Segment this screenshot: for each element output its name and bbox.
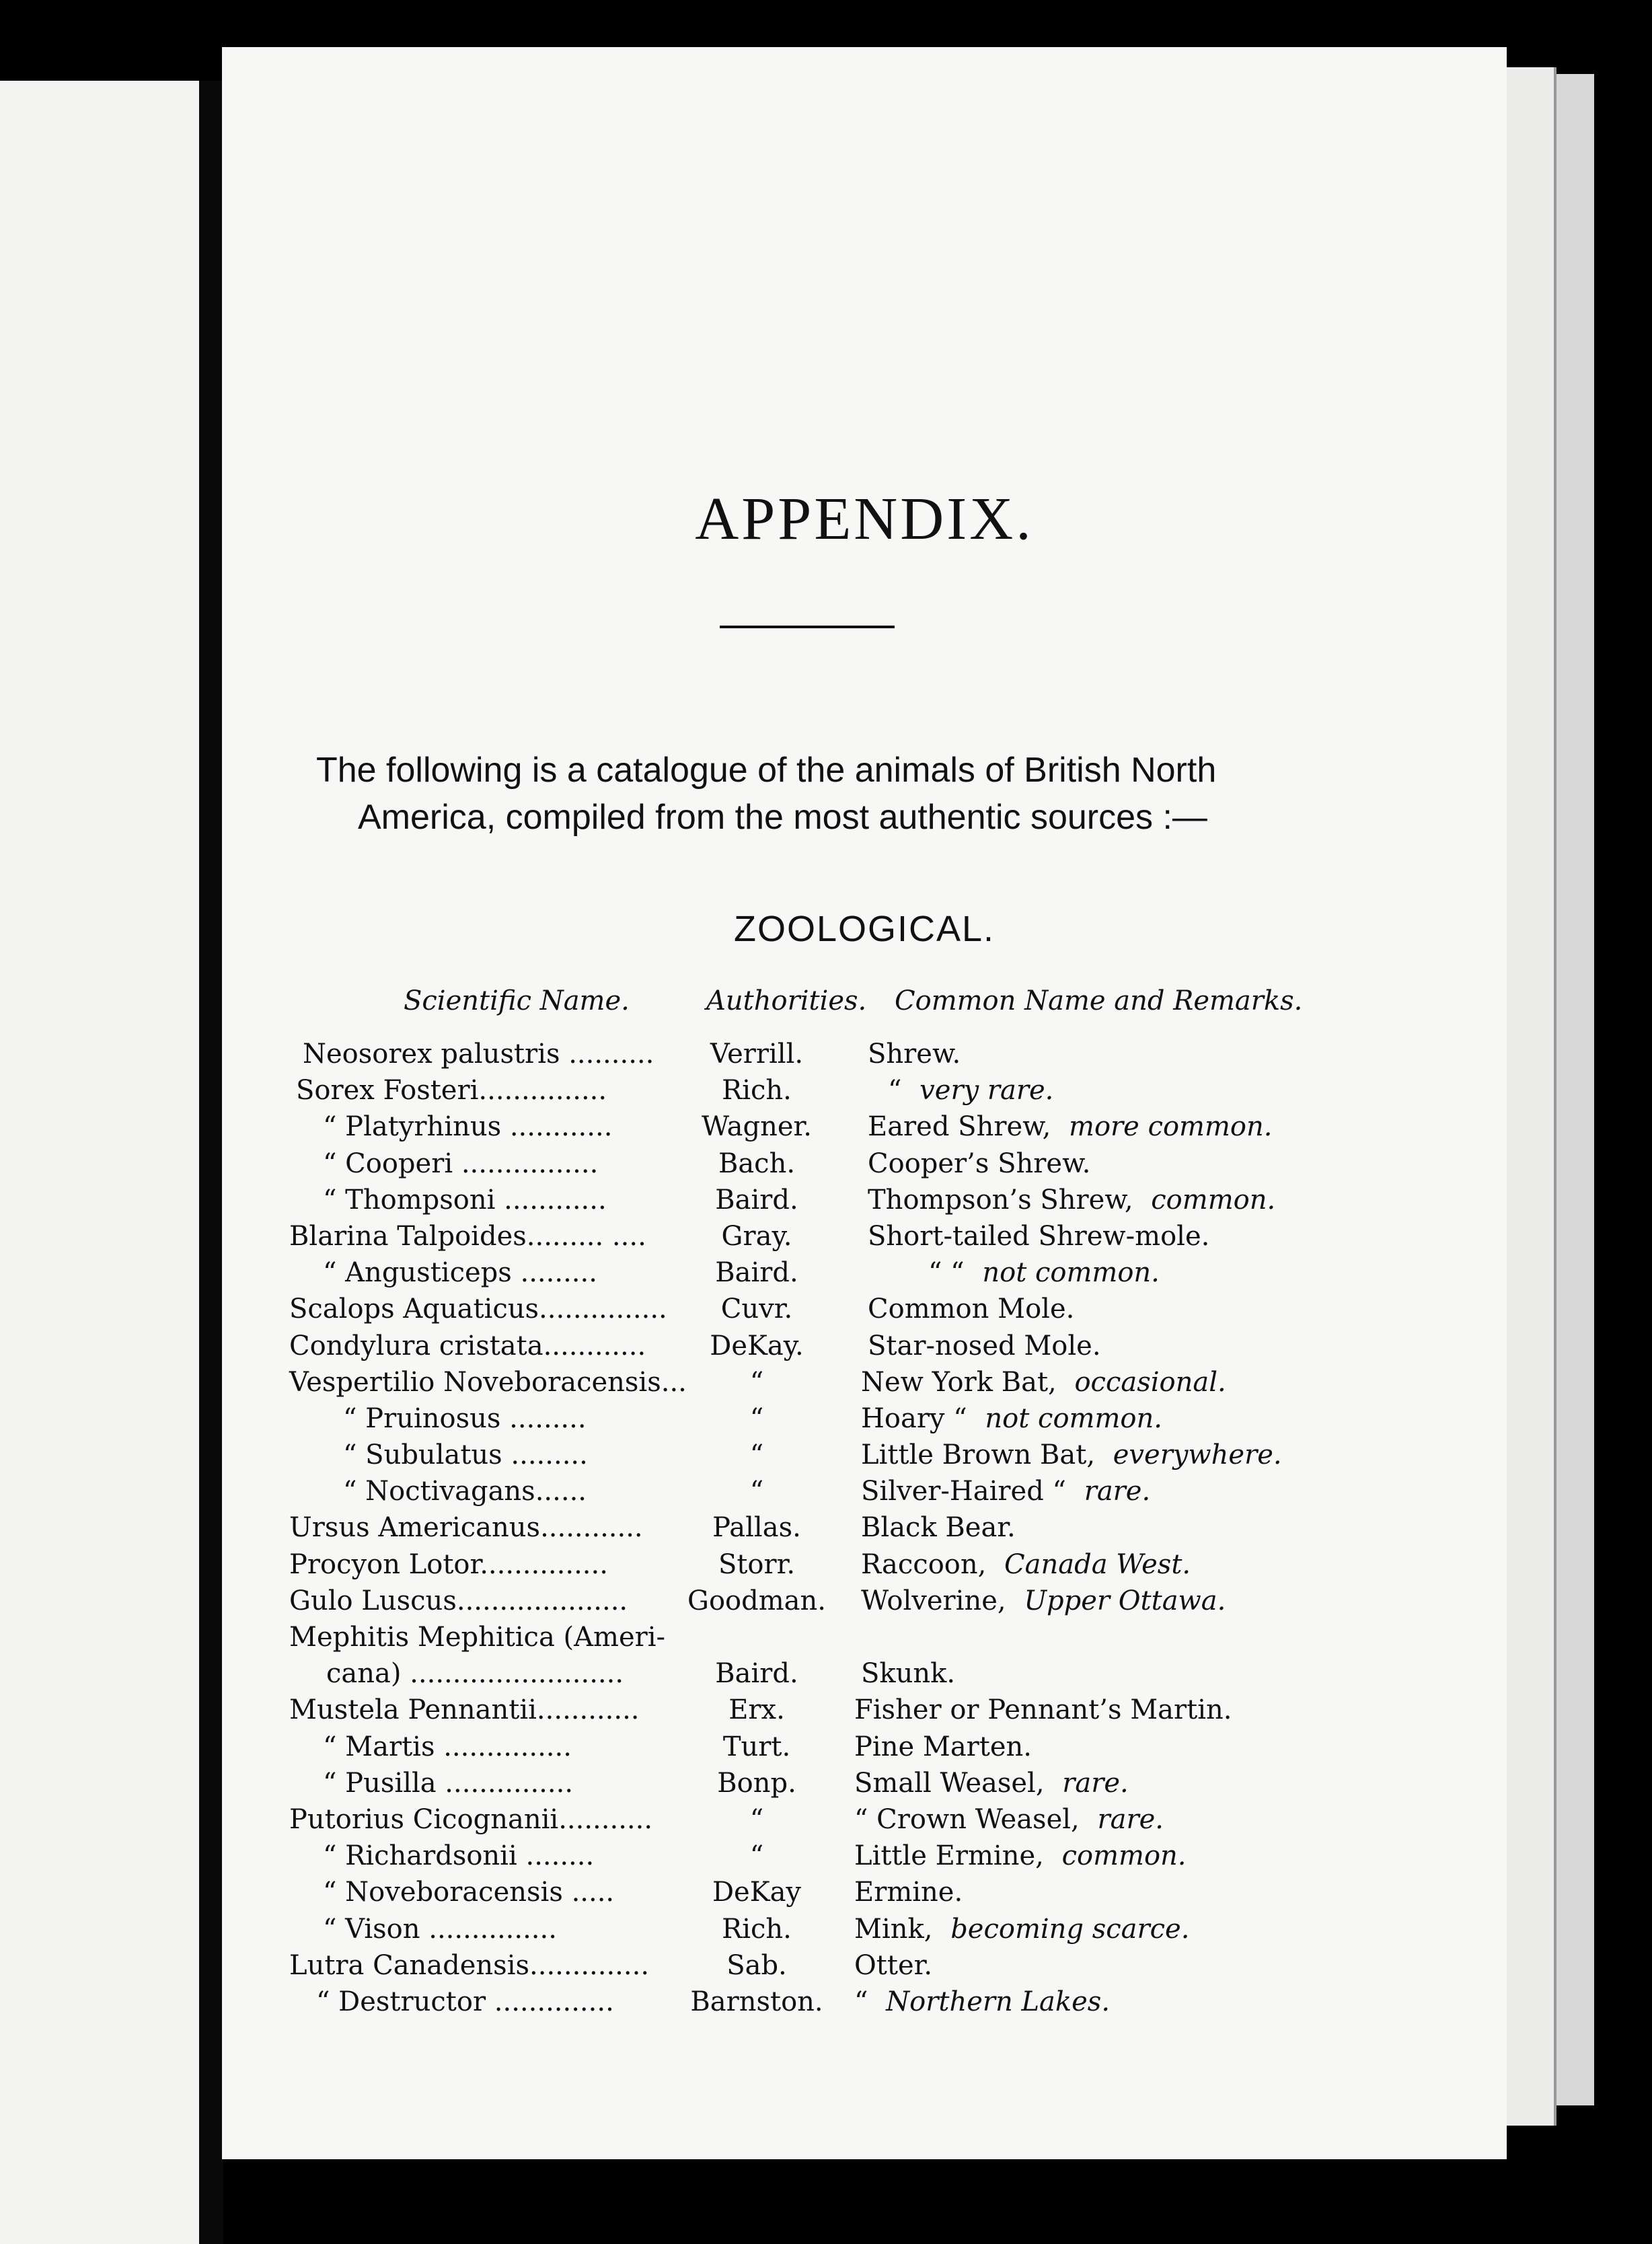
table-row	[289, 1947, 1473, 1984]
table-row	[289, 1874, 1473, 1910]
common-name: Common Mole.	[868, 1294, 1075, 1325]
authority: Wagner.	[702, 1111, 812, 1143]
scientific-name: “ Vison ...............	[323, 1913, 557, 1945]
scientific-name: Gulo Luscus....................	[289, 1585, 628, 1616]
column-header-scientific: Scientific Name.	[404, 985, 630, 1016]
authority: Storr.	[718, 1548, 796, 1580]
authority: Rich.	[722, 1913, 792, 1945]
common-name: “ “	[928, 1257, 965, 1289]
table-row	[289, 1364, 1473, 1400]
table-row	[289, 1146, 1473, 1182]
common-name: “	[888, 1075, 902, 1107]
remark: rare.	[1084, 1476, 1151, 1507]
scientific-name: Vespertilio Noveboracensis...	[289, 1366, 687, 1398]
authority: Bonp.	[717, 1767, 796, 1799]
scientific-name: Neosorex palustris ..........	[303, 1039, 654, 1070]
common-name-cell	[868, 1218, 1219, 1255]
common-name: Otter.	[854, 1949, 933, 1981]
authority: “	[749, 1402, 764, 1434]
intro-paragraph	[316, 747, 1433, 841]
common-name: Short-tailed Shrew-mole.	[868, 1220, 1210, 1252]
scientific-name: cana) .........................	[326, 1658, 624, 1690]
scientific-name: “ Platyrhinus ............	[323, 1111, 613, 1143]
table-row	[289, 1729, 1473, 1765]
remark: common.	[1061, 1840, 1187, 1872]
gutter-shadow	[199, 81, 223, 2244]
authority: Turt.	[722, 1731, 791, 1762]
scientific-name: Sorex Fosteri...............	[296, 1075, 607, 1107]
left-page-edge	[0, 81, 202, 2244]
authority: Bach.	[718, 1148, 796, 1179]
common-name-cell	[854, 1947, 942, 1984]
authority: Baird.	[715, 1184, 798, 1216]
common-name-cell	[888, 1072, 1053, 1109]
scientific-name: Scalops Aquaticus...............	[289, 1294, 667, 1325]
section-heading: ZOOLOGICAL.	[733, 909, 996, 949]
common-name: Silver-Haired “	[861, 1476, 1066, 1507]
common-name-cell	[854, 1692, 1241, 1728]
remark: Canada West.	[1004, 1548, 1191, 1580]
common-name-cell	[861, 1583, 1226, 1619]
authority: DeKay.	[710, 1330, 804, 1361]
remark: occasional.	[1074, 1366, 1226, 1398]
authority: Verrill.	[710, 1039, 804, 1070]
table-row	[289, 1036, 1473, 1072]
table-row	[289, 1765, 1473, 1801]
authority: Pallas.	[712, 1512, 801, 1544]
common-name-cell	[868, 1291, 1084, 1327]
common-name: Shrew.	[868, 1039, 961, 1070]
common-name-cell	[868, 1109, 1272, 1145]
authority: “	[749, 1439, 764, 1471]
common-name: Little Ermine,	[854, 1840, 1044, 1872]
table-row	[289, 1218, 1473, 1255]
scientific-name: Procyon Lotor...............	[289, 1548, 608, 1580]
table-row	[289, 1473, 1473, 1509]
authority: Gray.	[721, 1220, 792, 1252]
common-name: Little Brown Bat,	[861, 1439, 1096, 1471]
scientific-name: “ Noctivagans......	[343, 1476, 587, 1507]
table-row	[289, 1072, 1473, 1109]
authority: Baird.	[715, 1257, 798, 1289]
common-name-cell	[861, 1400, 1162, 1437]
common-name: Fisher or Pennant’s Martin.	[854, 1694, 1232, 1726]
common-name: Eared Shrew,	[868, 1111, 1051, 1143]
table-row	[289, 1291, 1473, 1327]
authority: “	[749, 1476, 764, 1507]
catalogue-table	[289, 1036, 1473, 2020]
book-page	[222, 47, 1507, 2159]
common-name-cell	[861, 1546, 1191, 1583]
table-row	[289, 1437, 1473, 1473]
table-row	[289, 1109, 1473, 1145]
common-name-cell	[861, 1437, 1282, 1473]
authority: Erx.	[728, 1694, 785, 1726]
common-name: New York Bat,	[861, 1366, 1057, 1398]
scientific-name: Lutra Canadensis..............	[289, 1949, 650, 1981]
authority: Cuvr.	[720, 1294, 793, 1325]
scientific-name: Condylura cristata............	[289, 1330, 646, 1361]
title-rule	[720, 626, 895, 628]
scientific-name: “ Angusticeps .........	[323, 1257, 597, 1289]
scientific-name: “ Thompsoni ............	[323, 1184, 607, 1216]
scientific-name: Mephitis Mephitica (Ameri-	[289, 1622, 666, 1653]
authority: Rich.	[722, 1075, 792, 1107]
scientific-name: Mustela Pennantii............	[289, 1694, 640, 1726]
common-name: Small Weasel,	[854, 1767, 1045, 1799]
table-row	[289, 1838, 1473, 1874]
common-name-cell	[861, 1509, 1025, 1546]
common-name: Pine Marten.	[854, 1731, 1032, 1762]
remark: more common.	[1069, 1111, 1273, 1143]
table-row	[289, 1255, 1473, 1291]
common-name-cell	[854, 1801, 1164, 1838]
common-name-cell	[861, 1364, 1226, 1400]
table-row	[289, 1328, 1473, 1364]
table-row	[289, 1984, 1473, 2020]
scientific-name: Blarina Talpoides......... ....	[289, 1220, 646, 1252]
common-name-cell	[868, 1182, 1275, 1218]
common-name-cell	[854, 1729, 1041, 1765]
scientific-name: “ Subulatus .........	[343, 1439, 588, 1471]
common-name-cell	[868, 1328, 1111, 1364]
remark: rare.	[1097, 1803, 1164, 1835]
table-row	[289, 1546, 1473, 1583]
table-row	[289, 1911, 1473, 1947]
common-name-cell	[868, 1036, 970, 1072]
common-name-cell	[861, 1655, 965, 1692]
common-name: Thompson’s Shrew,	[868, 1184, 1133, 1216]
common-name: Star-nosed Mole.	[868, 1330, 1101, 1361]
common-name-cell	[861, 1473, 1150, 1509]
remark: Upper Ottawa.	[1024, 1585, 1226, 1616]
common-name: Raccoon,	[861, 1548, 987, 1580]
scientific-name: “ Martis ...............	[323, 1731, 572, 1762]
authority: “	[749, 1366, 764, 1398]
scientific-name: “ Pusilla ...............	[323, 1767, 574, 1799]
table-row	[289, 1619, 1473, 1655]
scientific-name: “ Richardsonii ........	[323, 1840, 595, 1872]
scientific-name: Ursus Americanus............	[289, 1512, 643, 1544]
scientific-name: “ Destructor ..............	[316, 1986, 614, 2017]
table-row	[289, 1400, 1473, 1437]
common-name: Cooper’s Shrew.	[868, 1148, 1091, 1179]
intro-line: The following is a catalogue of the animals of British North	[316, 751, 1217, 790]
authority: Barnston.	[690, 1986, 823, 2017]
remark: common.	[1151, 1184, 1276, 1216]
common-name-cell	[854, 1765, 1129, 1801]
authority: DeKay	[712, 1877, 802, 1908]
authority: Goodman.	[687, 1585, 826, 1616]
table-row	[289, 1182, 1473, 1218]
authority: “	[749, 1803, 764, 1835]
remark: everywhere.	[1113, 1439, 1282, 1471]
table-row	[289, 1583, 1473, 1619]
common-name: Skunk.	[861, 1658, 956, 1690]
common-name-cell	[854, 1874, 972, 1910]
common-name-cell	[928, 1255, 1160, 1291]
authority: Sab.	[726, 1949, 787, 1981]
common-name: Ermine.	[854, 1877, 963, 1908]
common-name: Wolverine,	[861, 1585, 1006, 1616]
common-name-cell	[854, 1911, 1189, 1947]
common-name-cell	[854, 1984, 1110, 2020]
remark: Northern Lakes.	[886, 1986, 1111, 2017]
common-name-cell	[854, 1838, 1187, 1874]
remark: rare.	[1062, 1767, 1129, 1799]
common-name: Black Bear.	[861, 1512, 1016, 1544]
scientific-name: “ Cooperi ................	[323, 1148, 599, 1179]
intro-line: America, compiled from the most authentic sources :—	[358, 798, 1207, 837]
table-row	[289, 1801, 1473, 1838]
remark: very rare.	[919, 1075, 1054, 1107]
remark: becoming scarce.	[950, 1913, 1190, 1945]
page-title: APPENDIX.	[695, 486, 1034, 552]
column-header-authorities: Authorities.	[706, 985, 867, 1016]
remark: not common.	[982, 1257, 1160, 1289]
common-name-cell	[868, 1146, 1100, 1182]
scientific-name: “ Pruinosus .........	[343, 1402, 587, 1434]
common-name: Hoary “	[861, 1402, 967, 1434]
common-name-cell	[868, 1619, 877, 1655]
scientific-name: “ Noveboracensis .....	[323, 1877, 615, 1908]
scientific-name: Putorius Cicognanii...........	[289, 1803, 653, 1835]
authority: “	[749, 1840, 764, 1872]
table-row	[289, 1692, 1473, 1728]
table-row	[289, 1655, 1473, 1692]
table-row	[289, 1509, 1473, 1546]
common-name: “ Crown Weasel,	[854, 1803, 1080, 1835]
authority: Baird.	[715, 1658, 798, 1690]
common-name: “	[854, 1986, 868, 2017]
common-name: Mink,	[854, 1913, 933, 1945]
column-header-common: Common Name and Remarks.	[895, 985, 1303, 1016]
remark: not common.	[985, 1402, 1162, 1434]
